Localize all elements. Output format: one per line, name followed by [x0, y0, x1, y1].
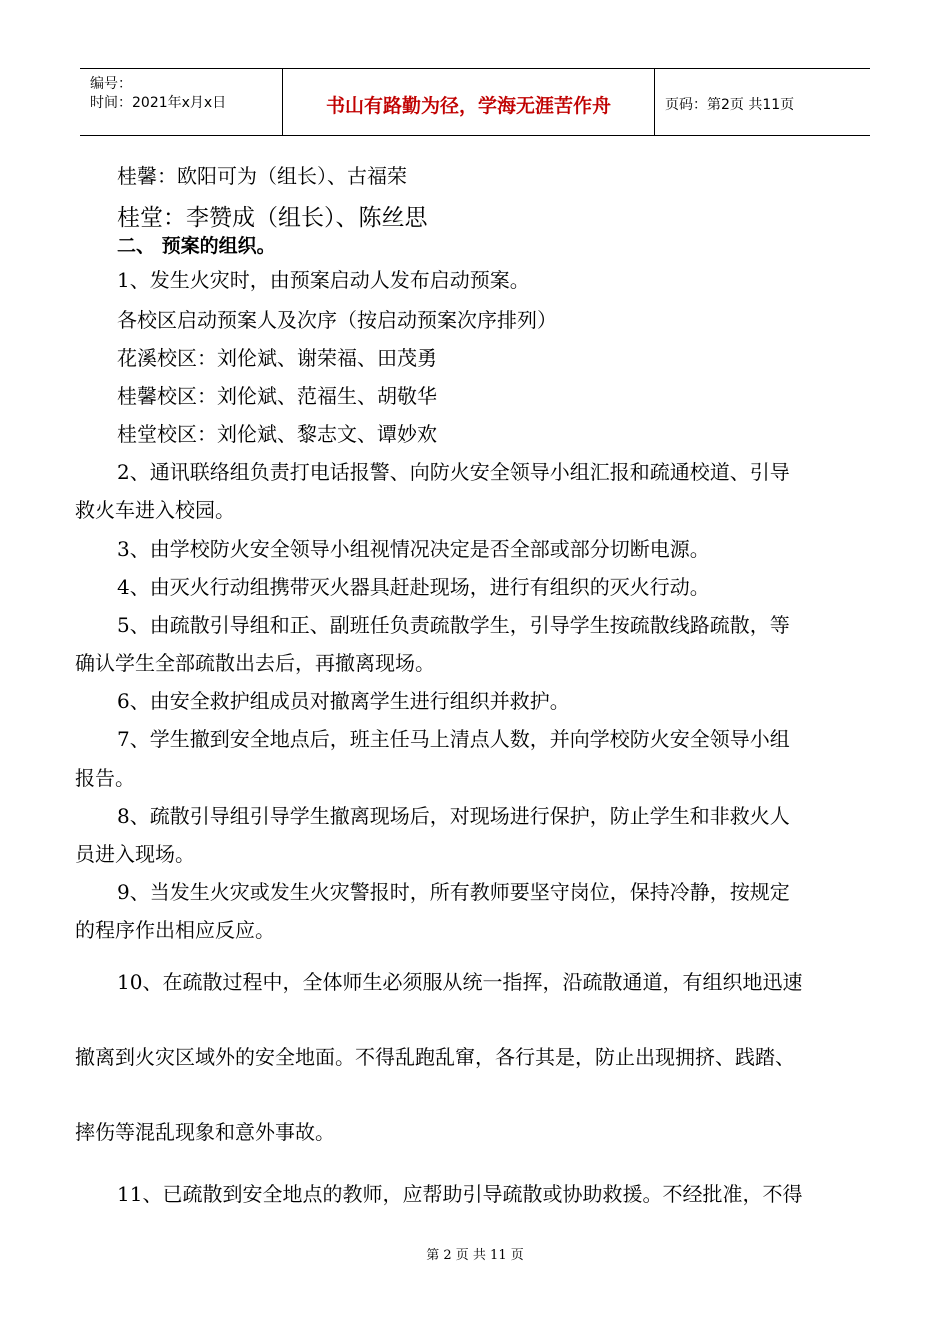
page-footer: 第 2 页 共 11 页: [426, 1248, 524, 1263]
body-line: 桂馨校区：刘伦斌、范福生、胡敬华: [117, 384, 437, 408]
body-line: 1、发生火灾时，由预案启动人发布启动预案。: [117, 268, 530, 292]
body-line: 8、疏散引导组引导学生撤离现场后，对现场进行保护，防止学生和非救火人: [117, 804, 790, 828]
body-line: 桂堂校区：刘伦斌、黎志文、谭妙欢: [117, 422, 437, 446]
body-line: 桂堂：李赞成（组长）、陈丝思: [117, 205, 428, 231]
body-line: 6、由安全救护组成员对撤离学生进行组织并救护。: [117, 689, 570, 713]
body-line: 报告。: [75, 766, 135, 790]
body-line: 4、由灭火行动组携带灭火器具赶赴现场，进行有组织的灭火行动。: [117, 575, 710, 599]
header-meta-cell: [80, 69, 283, 135]
body-line: 摔伤等混乱现象和意外事故。: [75, 1120, 335, 1144]
body-line: 9、当发生火灾或发生火灾警报时，所有教师要坚守岗位，保持冷静，按规定: [117, 880, 790, 904]
body-line: 的程序作出相应反应。: [75, 918, 275, 942]
body-line: 撤离到火灾区域外的安全地面。不得乱跑乱窜，各行其是，防止出现拥挤、践踏、: [75, 1045, 795, 1069]
body-line: 救火车进入校园。: [75, 498, 235, 522]
body-line: 10、在疏散过程中，全体师生必须服从统一指挥，沿疏散通道，有组织地迅速: [117, 970, 803, 994]
document-number-label: 编号：: [90, 76, 132, 92]
body-line: 员进入现场。: [75, 842, 195, 866]
page-header: [80, 68, 870, 136]
body-line: 2、通讯联络组负责打电话报警、向防火安全领导小组汇报和疏通校道、引导: [117, 460, 790, 484]
body-line: 11、已疏散到安全地点的教师，应帮助引导疏散或协助救援。不经批准，不得: [117, 1182, 803, 1206]
document-time-label: 时间：2021年x月x日: [90, 95, 227, 111]
header-page-number: 页码：第2页 共11页: [665, 97, 795, 113]
body-line: 桂馨：欧阳可为（组长）、古福荣: [117, 164, 407, 188]
body-line: 5、由疏散引导组和正、副班任负责疏散学生，引导学生按疏散线路疏散，等: [117, 613, 790, 637]
header-motto: 书山有路勤为径，学海无涯苦作舟: [325, 95, 611, 117]
body-line: 各校区启动预案人及次序（按启动预案次序排列）: [117, 308, 557, 332]
body-line: 3、由学校防火安全领导小组视情况决定是否全部或部分切断电源。: [117, 537, 710, 561]
body-line: 7、学生撤到安全地点后，班主任马上清点人数，并向学校防火安全领导小组: [117, 727, 790, 751]
section-heading: 二、 预案的组织。: [117, 235, 276, 257]
header-motto-cell: [283, 69, 655, 135]
body-line: 花溪校区：刘伦斌、谢荣福、田茂勇: [117, 346, 437, 370]
body-line: 确认学生全部疏散出去后，再撤离现场。: [75, 651, 435, 675]
header-page-cell: [655, 69, 870, 135]
